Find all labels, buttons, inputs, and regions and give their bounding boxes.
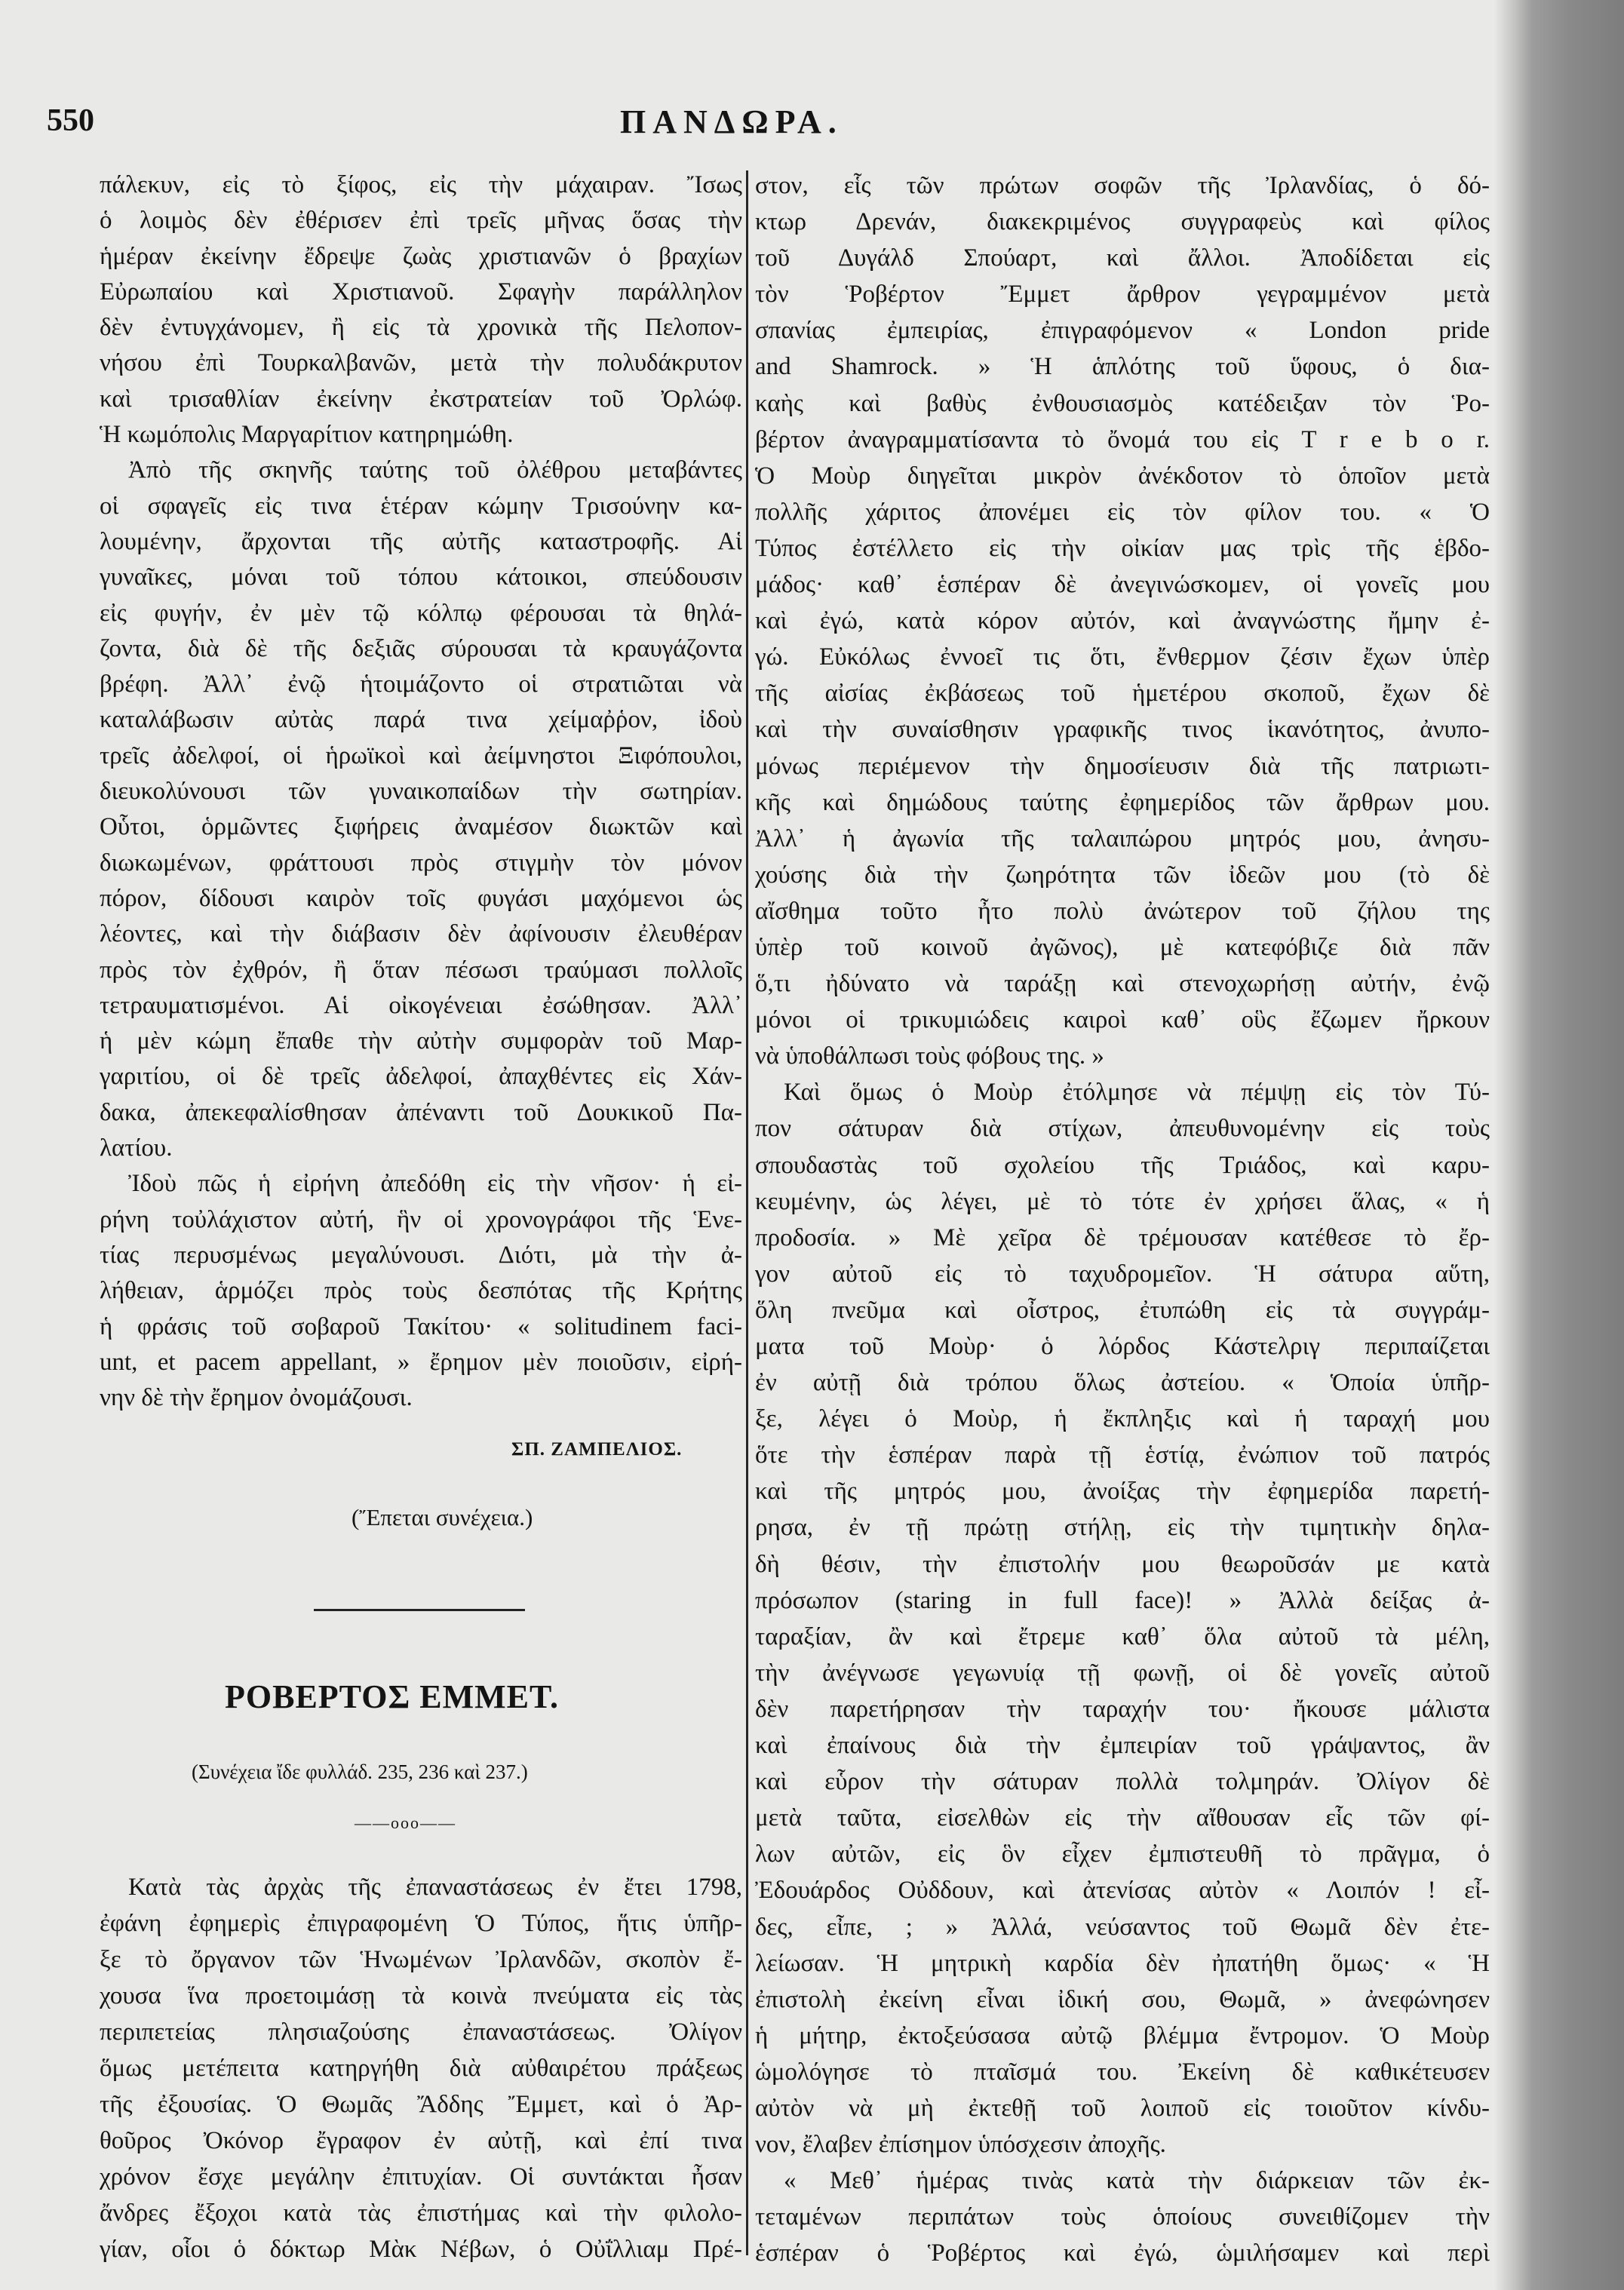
text-line: λείωσαν. Ἡ μητρικὴ καρδία δὲν ἠπατήθη ὅμως· « Ἡ	[755, 1949, 1490, 1977]
text-line: προδοσία. » Μὲ χεῖρα δὲ τρέμουσαν κατέθεσε τὸ ἔρ-	[755, 1223, 1490, 1251]
text-line: ζοντα, διὰ δὲ τῆς δεξιᾶς σύρουσαι τὰ κραυγάζοντα	[100, 634, 742, 662]
text-line: ξε, λέγει ὁ Μοὺρ, ἡ ἔκπληξις καὶ ἡ ταραχή μου	[755, 1405, 1490, 1433]
text-line: ἐπιστολὴ ἐκείνη εἶναι ἰδική σου, Θωμᾶ, » ἀνεφώνησεν	[755, 1985, 1490, 2013]
text-line: ρήνη τοὐλάχιστον αὐτή, ἣν οἱ χρονογράφοι τῆς Ἑνε-	[100, 1205, 742, 1233]
text-line: βέρτον ἀναγραμματίσαντα τὸ ὄνομά του εἰς T r e b o r.	[755, 425, 1490, 453]
paragraph	[100, 453, 742, 1166]
text-line: πόρον, δίδουσι καιρὸν τοῖς φυγάσι μαχόμενοι ὡς	[100, 884, 742, 912]
text-line: unt, et pacem appellant, » ἔρημον μὲν ποιοῦσιν, εἰρή-	[100, 1348, 742, 1376]
text-line: περιπετείας πλησιαζούσης ἐπαναστάσεως. Ὀλίγον	[100, 2018, 742, 2046]
left-column-article-emmet	[100, 1869, 742, 2267]
text-line: οἱ σφαγεῖς εἰς τινα ἑτέραν κώμην Τρισούνην κα-	[100, 492, 742, 520]
text-line: καταλάβωσιν αὐτὰς παρά τινα χείμαῤῥον, ἰδοὺ	[100, 706, 742, 734]
text-line: Κατὰ τὰς ἀρχὰς τῆς ἐπαναστάσεως ἐν ἔτει 1798,	[128, 1874, 742, 1901]
text-line: πον σάτυραν διὰ στίχων, ἀπευθυνομένην εἰς τοὺς	[755, 1115, 1490, 1143]
text-line: Ἰδοὺ πῶς ἡ εἰρήνη ἀπεδόθη εἰς τὴν νῆσον· ἡ εἰ-	[128, 1170, 742, 1198]
section-rule	[314, 1609, 525, 1611]
text-line: τοῦ Δυγάλδ Σπούαρτ, καὶ ἄλλοι. Ἀποδίδεται εἰς	[755, 244, 1490, 272]
text-line: τὴν ἀνέγνωσε γεγωνυίᾳ τῇ φωνῇ, οἱ δὲ γονεῖς αὐτοῦ	[755, 1659, 1490, 1687]
text-line: διωκωμένων, φράττουσι πρὸς στιγμὴν τὸν μόνον	[100, 849, 742, 876]
text-line: βρέφη. Ἀλλ᾽ ἐνῷ ἡτοιμάζοντο οἱ στρατιῶται νὰ	[100, 671, 742, 698]
text-line: ἡ φράσις τοῦ σοβαροῦ Τακίτου· « solitudinem faci-	[100, 1312, 742, 1340]
text-line: καὶ εὗρον τὴν σάτυραν πολλὰ τολμηράν. Ὀλίγον δὲ	[755, 1768, 1490, 1796]
text-line: γίαν, οἷοι ὁ δόκτωρ Μὰκ Νέβων, ὁ Οὐΐλλιαμ Πρέ-	[100, 2236, 742, 2263]
text-line: δὴ θέσιν, τὴν ἐπιστολήν μου θεωροῦσάν με κατὰ	[755, 1550, 1490, 1578]
text-line: Ὁ Μοὺρ διηγεῖται μικρὸν ἀνέκδοτον τὸ ὁποῖον μετὰ	[755, 462, 1490, 490]
text-line: κευμένην, ὡς λέγει, μὲ τὸ τότε ἐν χρήσει ἅλας, « ἡ	[755, 1187, 1490, 1215]
text-line: σπουδαστὰς τοῦ σχολείου τῆς Τριάδος, καὶ καρυ-	[755, 1151, 1490, 1179]
text-line: ἄνδρες ἔξοχοι κατὰ τὰς ἐπιστήμας καὶ τὴν φιλολο-	[100, 2199, 742, 2227]
text-line: καὶ τὴν συναίσθησιν γραφικῆς τινος ἱκανότητος, ἀνυπο-	[755, 716, 1490, 744]
text-line: χούσης διὰ τὴν ζωηρότητα τῶν ἰδεῶν μου (τὸ δὲ	[755, 861, 1490, 889]
text-line: ἐν αὐτῇ διὰ τρόπου ὅλως ἀστείου. « Ὁποία ὑπῆρ-	[755, 1369, 1490, 1397]
text-line: Καὶ ὅμως ὁ Μοὺρ ἐτόλμησε νὰ πέμψῃ εἰς τὸν Τύ-	[784, 1079, 1490, 1107]
text-line: καὶ ἐπαίνους διὰ τὴν ἐμπειρίαν τοῦ γράψαντος, ἂν	[755, 1732, 1490, 1760]
text-line: νήσου ἐπὶ Τουρκαλβανῶν, μετὰ τὴν πολυδάκρυτον	[100, 349, 742, 377]
text-line: ἐφάνη ἐφημερὶς ἐπιγραφομένη Ὁ Τύπος, ἥτις ὑπῆρ-	[100, 1910, 742, 1937]
text-line: κτωρ Δρενάν, διακεκριμένος συγγραφεὺς καὶ φίλος	[755, 208, 1490, 236]
text-line: λατίου.	[100, 1134, 173, 1162]
text-line: δὲν παρετήρησαν τὴν ταραχήν του· ἤκουσε μάλιστα	[755, 1695, 1490, 1723]
column-divider	[746, 170, 748, 2255]
paragraph	[100, 167, 742, 453]
text-line: καὶ τῆς μητρός μου, ἀνοίξας τὴν ἐφημερίδα παρετή-	[755, 1478, 1490, 1506]
text-line: σπανίας ἐμπειρίας, ἐπιγραφόμενον « London pride	[755, 317, 1490, 345]
text-line: λουμένην, ἄρχονται τῆς αὐτῆς καταστροφῆς. Αἱ	[100, 527, 742, 555]
text-line: δακα, ἀπεκεφαλίσθησαν ἀπέναντι τοῦ Δουκικοῦ Πα-	[100, 1098, 742, 1126]
text-line: ὅλη πνεῦμα καὶ οἶστρος, ἐτυπώθη εἰς τὰ συγγράμ-	[755, 1296, 1490, 1324]
text-line: τῆς αἰσίας ἐκβάσεως τοῦ ἡμετέρου σκοποῦ, ἔχων δὲ	[755, 680, 1490, 708]
text-line: Τύπος ἐστέλλετο εἰς τὴν οἰκίαν μας τρὶς τῆς ἑβδο-	[755, 534, 1490, 562]
text-line: γώ. Εὐκόλως ἐννοεῖ τις ὅτι, ἔνθερμον ζέσιν ἔχων ὑπὲρ	[755, 643, 1490, 671]
text-line: Ἡ κωμόπολις Μαργαρίτιον κατηρημώθη.	[100, 421, 514, 449]
text-line: μετὰ ταῦτα, εἰσελθὼν εἰς τὴν αἴθουσαν εἷς τῶν φί-	[755, 1804, 1490, 1832]
left-column-article-zampelios	[100, 167, 742, 1416]
text-line: διευκολύνουσι τῶν γυναικοπαίδων τὴν σωτηρίαν.	[100, 778, 742, 806]
text-line: ἡ μήτηρ, ἐκτοξεύσασα αὐτῷ βλέμμα ἔντρομον. Ὁ Μοὺρ	[755, 2021, 1490, 2049]
to-be-continued: (Ἔπεται συνέχεια.)	[352, 1504, 533, 1530]
text-line: εἰς φυγήν, ἐν μὲν τῷ κόλπῳ φέρουσαι τὰ θηλά-	[100, 599, 742, 627]
text-line: στον, εἷς τῶν πρώτων σοφῶν τῆς Ἰρλανδίας, ὁ δό-	[755, 172, 1490, 199]
text-line: νον, ἔλαβεν ἐπίσημον ὑπόσχεσιν ἀποχῆς.	[755, 2131, 1166, 2159]
text-line: ἡ μὲν κώμη ἔπαθε τὴν αὐτὴν συμφορὰν τοῦ Μαρ-	[100, 1027, 742, 1055]
text-line: χρόνον ἔσχε μεγάλην ἐπιτυχίαν. Οἱ συντάκται ἦσαν	[100, 2163, 742, 2190]
text-line: ὅ,τι ἠδύνατο νὰ ταράξῃ καὶ στενοχωρήσῃ αὐτήν, ἐνῷ	[755, 970, 1490, 998]
text-line: μόνως περιέμενον τὴν δημοσίευσιν διὰ τῆς πατριωτι-	[755, 752, 1490, 780]
ornament: ——ooo——	[355, 1813, 456, 1832]
journal-title: ΠΑΝΔΩΡΑ.	[620, 103, 843, 140]
text-line: Οὗτοι, ὁρμῶντες ξιφήρεις ἀναμέσον διωκτῶν καὶ	[100, 813, 742, 841]
text-line: κῆς καὶ δημώδους ταύτης ἐφημερίδος τῶν ἄρθρων μου.	[755, 788, 1490, 816]
text-line: Ἀπὸ τῆς σκηνῆς ταύτης τοῦ ὀλέθρου μεταβάντες	[128, 456, 742, 484]
paragraph	[755, 2163, 1490, 2271]
text-line: θοῦρος Ὀκόνορ ἔγραφον ἐν αὐτῇ, καὶ ἐπί τινα	[100, 2127, 742, 2154]
text-line: μόνοι οἱ τρικυμιώδεις καιροὶ καθ᾽ οὓς ἔζωμεν ἤρκουν	[755, 1006, 1490, 1034]
text-line: πρὸς τὸν ἐχθρόν, ἢ ὅταν πέσωσι τραύμασι πολλοῖς	[100, 956, 742, 984]
text-line: νην δὲ τὴν ἔρημον ὀνομάζουσι.	[100, 1384, 413, 1412]
text-line: πρόσωπον (staring in full face)! » Ἀλλὰ δείξας ἀ-	[755, 1586, 1490, 1614]
page-number: 550	[47, 103, 94, 138]
text-line: ὅτε τὴν ἑσπέραν παρὰ τῇ ἑστίᾳ, ἐνώπιον τοῦ πατρός	[755, 1441, 1490, 1469]
text-line: καὴς καὶ βαθὺς ἐνθουσιασμὸς κατέδειξαν τὸν Ῥο-	[755, 389, 1490, 417]
text-line: τεταμένων περιπάτων τοὺς ὁποίους συνειθίζομεν τὴν	[755, 2203, 1490, 2231]
article-heading: ΡΟΒΕΡΤΟΣ ΕΜΜΕΤ.	[225, 1678, 560, 1715]
text-line: ὡμολόγησε τὸ πταῖσμά του. Ἐκείνη δὲ καθικέτευσεν	[755, 2058, 1490, 2086]
text-line: Εὐρωπαίου καὶ Χριστιανοῦ. Σφαγὴν παράλληλον	[100, 278, 742, 305]
text-line: πάλεκυν, εἰς τὸ ξίφος, εἰς τὴν μάχαιραν. Ἴσως	[100, 171, 742, 198]
text-line: αἴσθημα τοῦτο ἦτο πολὺ ἀνώτερον τοῦ ζήλου της	[755, 897, 1490, 925]
text-line: τὸν Ῥοβέρτον Ἔμμετ ἄρθρον γεγραμμένον μετὰ	[755, 281, 1490, 309]
right-column	[755, 167, 1490, 2271]
text-line: Ἐδουάρδος Οὐδδουν, καὶ ἀτενίσας αὐτὸν « Λοιπόν ! εἶ-	[755, 1877, 1490, 1905]
text-line: δες, εἶπε, ; » Ἀλλά, νεύσαντος τοῦ Θωμᾶ δὲν ἐτε-	[755, 1913, 1490, 1941]
text-line: ματα τοῦ Μοὺρ· ὁ λόρδος Κάστελριγ περιπαίζεται	[755, 1333, 1490, 1360]
text-line: τῆς ἐξουσίας. Ὁ Θωμᾶς Ἄδδης Ἔμμετ, καὶ ὁ Ἀρ-	[100, 2091, 742, 2118]
text-line: γαριτίου, οἱ δὲ τρεῖς ἀδελφοί, ἀπαχθέντες εἰς Χάν-	[100, 1063, 742, 1091]
text-line: λέοντες, καὶ τὴν διάβασιν δὲν ἀφίνουσιν ἐλευθέραν	[100, 920, 742, 948]
page-edge-shadow	[1494, 0, 1624, 2290]
text-line: γον αὐτοῦ εἰς τὸ ταχυδρομεῖον. Ἡ σάτυρα αὕτη,	[755, 1260, 1490, 1288]
text-line: λων αὐτῶν, εἰς ὃν εἶχεν ἐμπιστευθῆ τὸ πρᾶγμα, ὁ	[755, 1840, 1490, 1868]
text-line: « Μεθ᾽ ἡμέρας τινὰς κατὰ τὴν διάρκειαν τῶν ἐκ-	[784, 2167, 1490, 2195]
text-line: ὅμως μετέπειτα κατηργήθη διὰ αὐθαιρέτου πράξεως	[100, 2055, 742, 2082]
text-line: λήθειαν, ἁρμόζει πρὸς τοὺς δεσπότας τῆς Κρήτης	[100, 1277, 742, 1305]
text-line: Ἀλλ᾽ ἡ ἀγωνία τῆς ταλαιπώρου μητρός μου, ἀνησυ-	[755, 824, 1490, 852]
text-line: ὁ λοιμὸς δὲν ἐθέρισεν ἐπὶ τρεῖς μῆνας ὅσας τὴν	[100, 207, 742, 235]
text-line: τρεῖς ἀδελφοί, οἱ ἡρωϊκοὶ καὶ ἀείμνηστοι Ξιφόπουλοι,	[100, 741, 742, 769]
text-line: μάδος· καθ᾽ ἑσπέραν δὲ ἀνεγινώσκομεν, οἱ γονεῖς μου	[755, 571, 1490, 599]
text-line: ρησα, ἐν τῇ πρώτῃ στήλῃ, εἰς τὴν τιμητικὴν δηλα-	[755, 1514, 1490, 1542]
text-line: αὐτὸν νὰ μὴ ἐκτεθῇ τοῦ λοιποῦ εἰς τοιοῦτον κίνδυ-	[755, 2094, 1490, 2122]
text-line: γυναῖκες, μόναι τοῦ τόπου κάτοικοι, σπεύδουσιν	[100, 563, 742, 591]
text-line: ταραξίαν, ἂν καὶ ἔτρεμε καθ᾽ ὅλα αὐτοῦ τὰ μέλη,	[755, 1622, 1490, 1650]
text-line: τίας περυσμένως μεγαλύνουσι. Διότι, μὰ τὴν ἀ-	[100, 1241, 742, 1269]
text-line: χουσα ἵνα προετοιμάσῃ τὰ κοινὰ πνεύματα εἰς τὰς	[100, 1982, 742, 2009]
signature: ΣΠ. ΖΑΜΠΕΛΙΟΣ.	[511, 1439, 683, 1460]
text-line: πολλῆς χάριτος ἀπονέμει εἰς τὸν φίλον του. « Ὁ	[755, 498, 1490, 526]
text-line: ὑπὲρ τοῦ κοινοῦ ἀγῶνος), μὲ κατεφόβιζε διὰ πᾶν	[755, 933, 1490, 961]
text-line: καὶ τρισαθλίαν ἐκείνην ἐκστρατείαν τοῦ Ὀρλώφ.	[100, 385, 742, 413]
text-line: ἡμέραν ἐκείνην ἔδρεψε ζωὰς χριστιανῶν ὁ βραχίων	[100, 242, 742, 270]
paragraph	[755, 167, 1490, 1074]
continuation-note: (Συνέχεια ἴδε φυλλάδ. 235, 236 καὶ 237.)	[192, 1760, 528, 1783]
text-line: τετραυματισμένοι. Αἱ οἰκογένειαι ἐσώθησαν. Ἀλλ᾽	[100, 991, 742, 1019]
text-line: δὲν ἐντυγχάνομεν, ἢ εἰς τὰ χρονικὰ τῆς Πελοπον-	[100, 314, 742, 342]
text-line: καὶ ἐγώ, κατὰ κόρον αὐτόν, καὶ ἀναγνώστης ἤμην ἐ-	[755, 607, 1490, 635]
text-line: and Shamrock. » Ἡ ἁπλότης τοῦ ὕφους, ὁ δια-	[755, 353, 1490, 381]
paragraph	[100, 1166, 742, 1416]
text-line: ἑσπέραν ὁ Ῥοβέρτος καὶ ἐγώ, ὡμιλήσαμεν καὶ περὶ	[755, 2239, 1490, 2267]
paragraph	[755, 1074, 1490, 2163]
text-line: νὰ ὑποθάλπωσι τοὺς φόβους της. »	[755, 1042, 1104, 1070]
text-line: ξε τὸ ὄργανον τῶν Ἡνωμένων Ἰρλανδῶν, σκοπὸν ἔ-	[100, 1946, 742, 1973]
paragraph	[100, 1869, 742, 2267]
